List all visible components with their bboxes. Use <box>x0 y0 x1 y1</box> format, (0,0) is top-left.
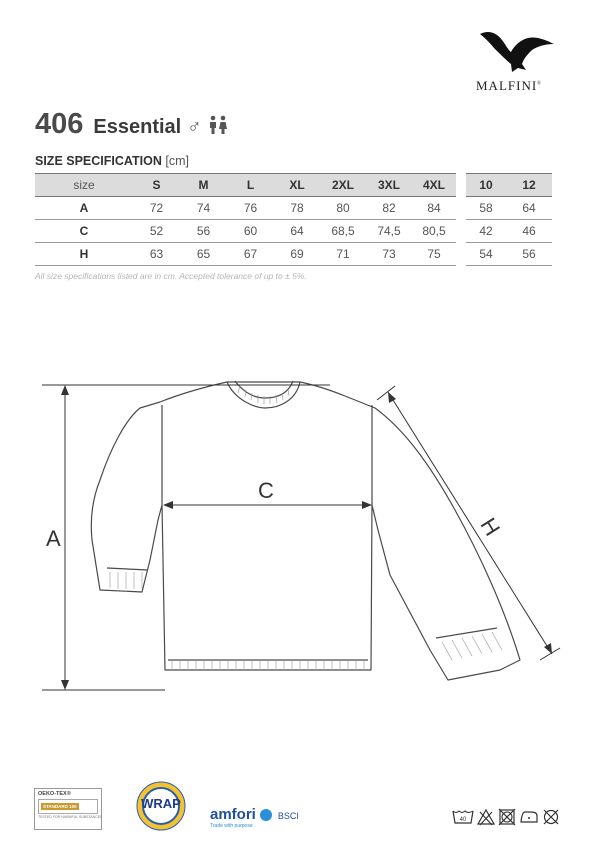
kid-size-col-header: 12 <box>506 174 552 197</box>
table-row <box>35 243 552 266</box>
row-label: C <box>35 220 133 243</box>
wrap-label: WRAP <box>141 796 181 811</box>
size-col-header: M <box>180 174 227 197</box>
table-cell: 82 <box>366 197 412 220</box>
table-cell: 78 <box>274 197 320 220</box>
iron-icon <box>519 808 539 826</box>
oeko-tex-badge: OEKO-TEX® STANDARD 100 TESTED FOR HARMFUL SUBSTANCES <box>34 788 102 830</box>
table-cell: 69 <box>274 243 320 266</box>
table-row <box>35 220 552 243</box>
table-cell: 74 <box>180 197 227 220</box>
table-cell: 42 <box>466 220 506 243</box>
table-cell: 58 <box>466 197 506 220</box>
table-cell: 54 <box>466 243 506 266</box>
wash-40-icon <box>452 808 474 826</box>
no-dry-clean-icon <box>542 808 560 826</box>
table-cell: 71 <box>320 243 366 266</box>
table-cell: 67 <box>227 243 274 266</box>
dimension-label-c: C <box>258 478 274 503</box>
standard-100-badge: STANDARD 100 <box>43 804 77 809</box>
table-cell: 64 <box>506 197 552 220</box>
product-title <box>35 108 229 141</box>
table-cell: 46 <box>506 220 552 243</box>
table-cell: 74,5 <box>366 220 412 243</box>
wrap-badge <box>135 780 187 832</box>
table-cell: 65 <box>180 243 227 266</box>
amfori-dot-icon <box>260 809 272 821</box>
tolerance-note: All size specifications listed are in cm. Accepted tolerance of up to ± 5%. <box>35 271 307 281</box>
kids-icon <box>207 114 229 136</box>
table-gap <box>456 174 466 197</box>
amfori-bsci-logo <box>210 806 299 829</box>
table-cell: 75 <box>412 243 456 266</box>
brand-name: MALFINI® <box>476 78 541 93</box>
sweatshirt-drawing <box>0 360 600 700</box>
size-col-header: XL <box>274 174 320 197</box>
amfori-tagline: Trade with purpose <box>210 823 253 829</box>
size-col-header: 3XL <box>366 174 412 197</box>
table-gap <box>456 243 466 266</box>
table-cell: 76 <box>227 197 274 220</box>
row-label: H <box>35 243 133 266</box>
kid-size-col-header: 10 <box>466 174 506 197</box>
sweatshirt-diagram <box>0 360 600 700</box>
wash-temp: 40 <box>459 817 467 823</box>
dimension-label-h: H <box>475 513 506 541</box>
table-row <box>35 197 552 220</box>
size-col-header: L <box>227 174 274 197</box>
bsci-label: BSCI <box>277 811 299 821</box>
dimension-label-a: A <box>46 526 61 551</box>
table-cell: 80 <box>320 197 366 220</box>
table-cell: 84 <box>412 197 456 220</box>
table-cell: 80,5 <box>412 220 456 243</box>
table-header-row <box>35 174 552 197</box>
male-icon: ♂ <box>187 117 202 138</box>
table-cell: 56 <box>180 220 227 243</box>
table-cell: 64 <box>274 220 320 243</box>
size-spec-heading: SIZE SPECIFICATION [cm] <box>35 154 189 168</box>
size-col-header: 4XL <box>412 174 456 197</box>
no-bleach-icon <box>477 808 495 826</box>
amfori-label: amfori <box>210 806 256 823</box>
care-symbols <box>452 808 560 826</box>
table-cell: 73 <box>366 243 412 266</box>
table-cell: 68,5 <box>320 220 366 243</box>
eagle-icon <box>478 28 556 74</box>
no-tumble-dry-icon <box>498 808 516 826</box>
table-gap <box>456 220 466 243</box>
table-cell: 63 <box>133 243 180 266</box>
table-cell: 56 <box>506 243 552 266</box>
size-col-header: S <box>133 174 180 197</box>
size-header: size <box>35 174 133 197</box>
table-cell: 52 <box>133 220 180 243</box>
size-col-header: 2XL <box>320 174 366 197</box>
table-cell: 60 <box>227 220 274 243</box>
row-label: A <box>35 197 133 220</box>
product-code: 406 <box>35 108 84 140</box>
oeko-tex-subtext: TESTED FOR HARMFUL SUBSTANCES <box>38 815 103 819</box>
table-gap <box>456 197 466 220</box>
table-cell: 72 <box>133 197 180 220</box>
product-name: Essential <box>93 116 182 138</box>
size-table <box>35 173 552 266</box>
malfini-logo <box>468 28 564 98</box>
